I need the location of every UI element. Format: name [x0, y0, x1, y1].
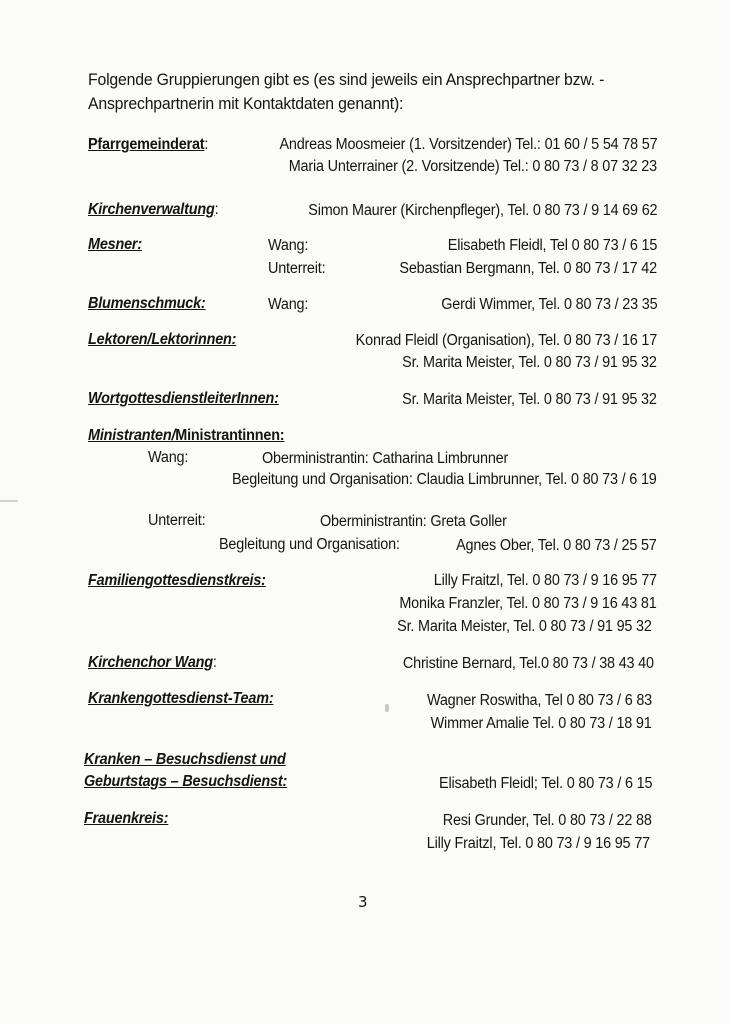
scan-speck: [385, 704, 389, 712]
lektoren-heading: Lektoren/Lektorinnen:: [88, 331, 237, 348]
heading-text: Kirchenverwaltung: [88, 201, 215, 218]
mesner-contact-2: Sebastian Bergmann, Tel. 0 80 73 / 17 42: [399, 260, 657, 277]
mesner-place-wang: Wang:: [268, 237, 309, 254]
familiengottesdienst-heading: Familiengottesdienstkreis:: [88, 572, 266, 589]
ministranten-unterreit-label: Unterreit:: [148, 512, 206, 529]
familiengottesdienst-contact-2: Monika Franzler, Tel. 0 80 73 / 9 16 43 81: [399, 595, 657, 612]
intro-line-1: Folgende Gruppierungen gibt es (es sind jeweils ein Ansprechpartner bzw. -: [88, 70, 605, 89]
wortgottesdienst-heading: WortgottesdienstleiterInnen:: [88, 390, 279, 407]
lektoren-contact-1: Konrad Fleidl (Organisation), Tel. 0 80 73 / 16 17: [355, 332, 657, 349]
intro-line-2: Ansprechpartnerin mit Kontaktdaten genannt):: [88, 94, 404, 113]
besuchsdienst-heading-1: Kranken – Besuchsdienst und: [84, 751, 286, 768]
frauenkreis-heading: Frauenkreis:: [84, 810, 169, 827]
heading-text: Kirchenchor Wang: [88, 654, 213, 671]
mesner-place-unterreit: Unterreit:: [268, 260, 326, 277]
heading-colon: :: [204, 136, 209, 153]
heading-colon: :: [214, 201, 219, 218]
blumenschmuck-place-wang: Wang:: [268, 296, 309, 313]
scan-edge-mark: [0, 500, 18, 502]
pfarrgemeinderat-contact-1: Andreas Moosmeier (1. Vorsitzender) Tel.: 01 60 / 5 54 78 57: [278, 136, 657, 153]
frauenkreis-contact-1: Resi Grunder, Tel. 0 80 73 / 22 88: [443, 812, 652, 829]
page-number: 3: [358, 893, 368, 911]
ministranten-wang-begleitung: Begleitung und Organisation: Claudia Limbrunner, Tel. 0 80 73 / 6 19: [232, 471, 657, 488]
ministranten-heading: [88, 426, 284, 446]
kirchenchor-heading: [88, 653, 217, 673]
heading-text: Pfarrgemeinderat: [88, 136, 205, 153]
kirchenverwaltung-heading: [88, 200, 218, 220]
krankengottesdienst-heading: Krankengottesdienst-Team:: [88, 690, 274, 707]
mesner-contact-1: Elisabeth Fleidl, Tel 0 80 73 / 6 15: [447, 237, 657, 254]
familiengottesdienst-contact-3: Sr. Marita Meister, Tel. 0 80 73 / 91 95 32: [397, 618, 652, 635]
ministranten-unterreit-begleitung-label: Begleitung und Organisation:: [219, 536, 400, 553]
kirchenchor-contact-1: Christine Bernard, Tel.0 80 73 / 38 43 40: [403, 655, 654, 672]
wortgottesdienst-contact-1: Sr. Marita Meister, Tel. 0 80 73 / 91 95 32: [402, 391, 657, 408]
ministranten-unterreit-oberministrantin: Oberministrantin: Greta Goller: [320, 513, 507, 530]
ministranten-wang-label: Wang:: [148, 449, 189, 466]
heading-italic-part: Ministranten/: [88, 427, 176, 444]
pfarrgemeinderat-heading: [88, 135, 208, 155]
besuchsdienst-heading-2: Geburtstags – Besuchsdienst:: [84, 773, 288, 790]
blumenschmuck-contact-1: Gerdi Wimmer, Tel. 0 80 73 / 23 35: [440, 296, 657, 313]
familiengottesdienst-contact-1: Lilly Fraitzl, Tel. 0 80 73 / 9 16 95 77: [433, 572, 657, 589]
krankengottesdienst-contact-1: Wagner Roswitha, Tel 0 80 73 / 6 83: [426, 692, 652, 709]
besuchsdienst-contact-1: Elisabeth Fleidl; Tel. 0 80 73 / 6 15: [438, 775, 652, 792]
mesner-heading: Mesner:: [88, 236, 142, 253]
heading-colon: :: [212, 654, 217, 671]
lektoren-contact-2: Sr. Marita Meister, Tel. 0 80 73 / 91 95 32: [402, 354, 657, 371]
blumenschmuck-heading: Blumenschmuck:: [88, 295, 206, 312]
frauenkreis-contact-2: Lilly Fraitzl, Tel. 0 80 73 / 9 16 95 77: [426, 835, 650, 852]
ministranten-unterreit-begleitung-contact: Agnes Ober, Tel. 0 80 73 / 25 57: [456, 537, 657, 554]
krankengottesdienst-contact-2: Wimmer Amalie Tel. 0 80 73 / 18 91: [431, 715, 652, 732]
ministranten-wang-oberministrantin: Oberministrantin: Catharina Limbrunner: [262, 450, 509, 467]
pfarrgemeinderat-contact-2: Maria Unterrainer (2. Vorsitzende) Tel.: 0 80 73 / 8 07 32 23: [288, 158, 657, 175]
heading-plain-part: Ministrantinnen:: [175, 427, 285, 444]
kirchenverwaltung-contact-1: Simon Maurer (Kirchenpfleger), Tel. 0 80 73 / 9 14 69 62: [307, 202, 657, 219]
